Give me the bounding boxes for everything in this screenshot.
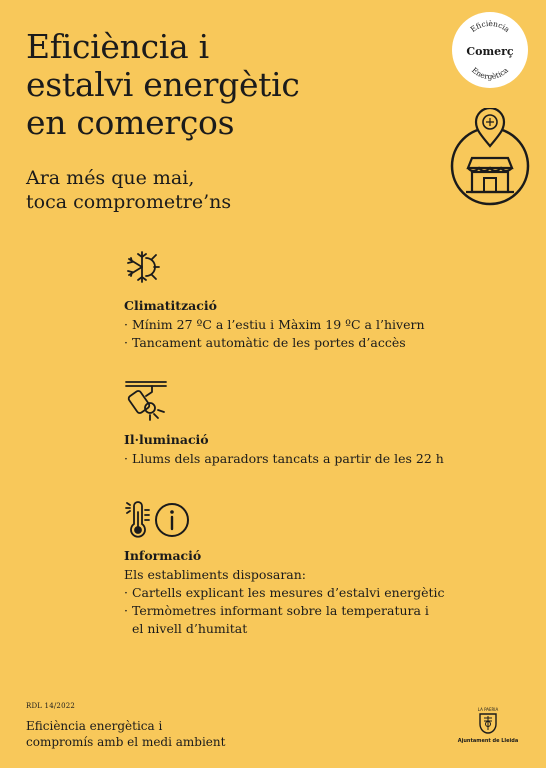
info-title: Informació bbox=[124, 548, 202, 563]
info-intro: Els establiments disposaran: bbox=[124, 567, 307, 582]
snowflake-sun-icon bbox=[124, 248, 162, 286]
subtitle-line-2: toca comprometre’ns bbox=[26, 191, 232, 213]
subtitle bbox=[26, 166, 231, 214]
climate-item-2: · Tancament automàtic de les portes d’accès bbox=[124, 335, 406, 350]
footer-line-1: Eficiència energètica i bbox=[26, 719, 163, 733]
info-item-2: · Termòmetres informant sobre la temperatura i el nivell d’humitat bbox=[124, 603, 429, 636]
comerc-badge bbox=[452, 12, 528, 88]
title-line-1: Eficiència i bbox=[26, 27, 209, 66]
legal-reference: RDL 14/2022 bbox=[26, 702, 76, 710]
ajuntament-logo bbox=[456, 707, 520, 744]
svg-text:Eficiència bbox=[469, 19, 512, 34]
title-line-2: estalvi energètic bbox=[26, 65, 300, 104]
title-line-3: en comerços bbox=[26, 103, 235, 142]
lighting-title: Il·luminació bbox=[124, 432, 209, 447]
badge-center-text: Comerç bbox=[466, 45, 514, 58]
badge-top-text: Eficiència bbox=[468, 18, 512, 35]
lighting-list bbox=[124, 450, 444, 468]
svg-text:Energètica bbox=[470, 65, 510, 81]
info-icon bbox=[154, 502, 190, 538]
climate-title: Climatització bbox=[124, 298, 217, 313]
spotlight-icon bbox=[124, 378, 168, 422]
page-title bbox=[26, 28, 300, 142]
climate-list bbox=[124, 316, 444, 352]
badge-graphic bbox=[452, 12, 528, 88]
lighting-item-1: · Llums dels aparadors tancats a partir de les 22 h bbox=[124, 451, 444, 466]
logo-name-text: Ajuntament de Lleida bbox=[457, 738, 519, 744]
logo-top-text: LA PAERIA bbox=[477, 707, 499, 712]
footer-line-2: compromís amb el medi ambient bbox=[26, 735, 226, 749]
subtitle-line-1: Ara més que mai, bbox=[26, 167, 195, 189]
badge-bottom-text: Energètica bbox=[469, 65, 511, 82]
info-item-1: · Cartells explicant les mesures d’estalvi energètic bbox=[124, 585, 445, 600]
coat-of-arms-icon bbox=[478, 712, 498, 734]
footer-tagline bbox=[26, 718, 225, 750]
info-list bbox=[124, 566, 444, 638]
shop-location-icon bbox=[448, 108, 532, 212]
climate-item-1: · Mínim 27 ºC a l’estiu i Màxim 19 ºC a l’hivern bbox=[124, 317, 425, 332]
thermometer-icon bbox=[124, 500, 152, 540]
